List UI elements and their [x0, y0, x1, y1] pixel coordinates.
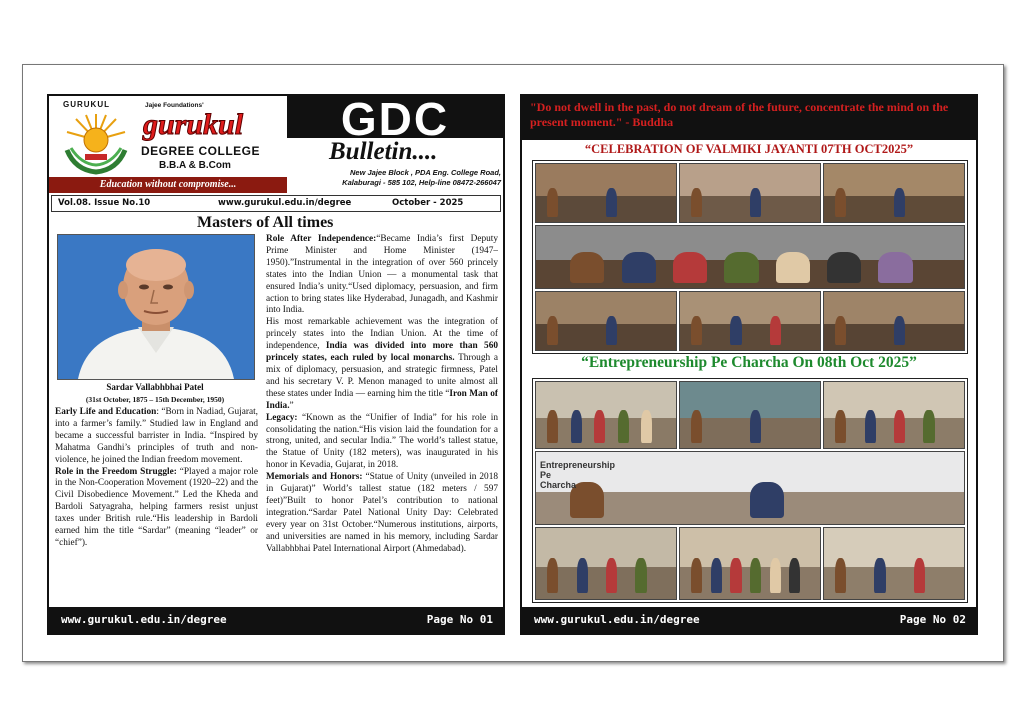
achievement-text-c: ” [289, 400, 294, 411]
photo-background [536, 528, 676, 567]
memorials-heading: Memorials and Honors: [266, 472, 363, 483]
courses-label: B.B.A & B.Com [159, 160, 231, 171]
page-headline: Masters of All times [197, 214, 334, 231]
photo-person [835, 188, 846, 217]
gdc-title: GDC [340, 94, 450, 145]
entrepreneurship-stage-photo [535, 451, 965, 525]
photo-person [730, 558, 741, 594]
photo-person [878, 252, 912, 283]
after-independence-paragraph [266, 234, 498, 317]
photo-person [835, 316, 846, 345]
memorials-text: “Statue of Unity (unveiled in 2018 in Gujarat)” World’s tallest statue (182 meters / 597 feet)”Built to honor Patel’s contribution to national integration.“Sardar Patel National Unity Day: Celebrated every year on 31st October.“Numerous institutions, airports, and universities are named in his memory, including Sardar Vallabhbhai Patel International Airport (Ahmedabad). [266, 472, 498, 554]
page-2-footer [522, 607, 976, 633]
college-address [295, 168, 501, 188]
photo-person [547, 558, 558, 594]
valmiki-photo-3 [823, 163, 965, 223]
photo-person [606, 188, 617, 217]
valmiki-photo-5 [679, 291, 821, 351]
issue-website: www.gurukul.edu.in/degree [218, 198, 352, 208]
entrepreneurship-title: “Entrepreneurship Pe Charcha On 08th Oct 2025” [581, 354, 917, 371]
early-life-paragraph [55, 407, 258, 467]
portrait-image [58, 235, 254, 379]
freedom-struggle-paragraph [55, 467, 258, 550]
valmiki-photo-2 [679, 163, 821, 223]
article-column-1 [55, 407, 258, 597]
college-emblem-icon [61, 110, 131, 176]
photo-person [730, 316, 741, 345]
bulletin-page-1 [47, 94, 505, 635]
tagline-bar: Education without compromise... [49, 177, 287, 193]
photo-person [914, 558, 925, 594]
degree-college-label: DEGREE COLLEGE [141, 144, 261, 158]
issue-info-bar [51, 195, 501, 212]
valmiki-group-photo [535, 225, 965, 289]
freedom-struggle-heading: Role in the Freedom Struggle: [55, 466, 177, 477]
achievement-paragraph [266, 317, 498, 412]
legacy-text: “Known as the “Unifier of India” for his role in consolidating the nation.“His vision laid the foundation for a strong, united, and secular India.” The world’s tallest statue, the Statue of Unity (182 meters), was inaugurated in his honor in Kevadia, Gujarat, in 2018. [266, 412, 498, 471]
freedom-struggle-text: “Played a major role in the Non-Cooperation Movement (1920–22) and the Civil Disobedience Movement.” Led the Kheda and Bardoli Satyagraha, helping farmers resist unjust taxes under British rule.“His leadership in Bardoli earned him the title “Sardar” (meaning “leader” or “chief”). [55, 466, 258, 548]
photo-person [641, 410, 652, 443]
entrepreneurship-photo-1 [535, 381, 677, 449]
iron-man-title: Iron Man of India. [266, 388, 498, 411]
photo-background [536, 164, 676, 196]
photo-person [691, 316, 702, 345]
photo-person [691, 410, 702, 443]
photo-background [536, 382, 676, 418]
valmiki-photo-4 [535, 291, 677, 351]
photo-person [724, 252, 758, 283]
photo-person [750, 482, 784, 518]
photo-person [776, 252, 810, 283]
photo-person [577, 558, 588, 594]
after-independence-text: “Became India’s first Deputy Prime Minister and Home Minister (1947–1950).”Instrumental in the integration of over 560 princely states into the Indian Union — a monumental task that ensured India’s unity.“Used diplomacy, persuasion, and firm action to bring states like Hyderabad, Junagadh, and Kashmir into India. [266, 234, 498, 316]
achievement-text-b: Through a mix of diplomacy, persuasion, and strategic firmness, Patel and his secretary V. P. Menon managed to unite almost all these states under India — earning him the title “ [266, 353, 498, 399]
foundation-label: Jajee Foundations' [145, 102, 204, 109]
entrepreneurship-photo-grid [532, 378, 968, 603]
valmiki-photo-1 [535, 163, 677, 223]
slide-text: Entrepreneurship Pe Charcha [540, 460, 616, 490]
entrepreneurship-photo-4 [535, 527, 677, 600]
footer-website-link[interactable]: www.gurukul.edu.in/degree [534, 613, 700, 626]
page-1-footer [49, 607, 503, 633]
entrepreneurship-photo-2 [679, 381, 821, 449]
photo-person [691, 188, 702, 217]
photo-background [824, 528, 964, 567]
entrepreneurship-photo-3 [823, 381, 965, 449]
college-logo-block [49, 96, 287, 194]
legacy-paragraph [266, 413, 498, 473]
photo-person [547, 188, 558, 217]
portrait-caption-dates: (31st October, 1875 – 15th December, 1950) [85, 395, 225, 404]
photo-person [711, 558, 722, 594]
photo-person [894, 188, 905, 217]
photo-person [770, 316, 781, 345]
article-column-2 [266, 234, 498, 598]
photo-person [691, 558, 702, 594]
photo-person [874, 558, 885, 594]
valmiki-jayanti-title: “CELEBRATION OF VALMIKI JAYANTI 07TH OCT2025” [584, 142, 914, 156]
photo-person [570, 252, 604, 283]
early-life-heading: Early Life and Education [55, 407, 157, 417]
photo-person [827, 252, 861, 283]
photo-person [789, 558, 800, 594]
photo-person [547, 316, 558, 345]
after-independence-heading: Role After Independence: [266, 234, 377, 244]
photo-person [571, 410, 582, 443]
photo-person [606, 558, 617, 594]
legacy-heading: Legacy: [266, 412, 298, 423]
gurukul-brand-logo: gurukul [143, 108, 244, 141]
photo-person [835, 558, 846, 594]
address-line-2: Kalaburagi - 585 102, Help-line 08472-266047 [342, 178, 501, 187]
valmiki-jayanti-photo-grid [532, 160, 968, 354]
footer-page-number: Page No 02 [899, 613, 966, 626]
photo-person [673, 252, 707, 283]
photo-person [894, 316, 905, 345]
footer-page-number: Page No 01 [426, 613, 493, 626]
photo-background [680, 164, 820, 196]
issue-date: October - 2025 [392, 198, 464, 208]
valmiki-photo-6 [823, 291, 965, 351]
photo-person [750, 410, 761, 443]
photo-person [635, 558, 646, 594]
photo-person [606, 316, 617, 345]
photo-person [594, 410, 605, 443]
photo-background [680, 528, 820, 567]
photo-background [824, 382, 964, 418]
photo-person [894, 410, 905, 443]
entrepreneurship-photo-5 [679, 527, 821, 600]
buddha-quote: "Do not dwell in the past, do not dream of the future, concentrate the mind on the present moment." - Buddha [522, 96, 976, 140]
photo-person [770, 558, 781, 594]
sardar-patel-portrait [57, 234, 255, 380]
achievement-bold: India was divided into more than 560 princely states, each ruled by local monarchs. [266, 341, 498, 364]
bulletin-page-2 [520, 94, 978, 635]
photo-person [750, 558, 761, 594]
memorials-paragraph [266, 472, 498, 555]
photo-person [622, 252, 656, 283]
photo-person [923, 410, 934, 443]
photo-person [750, 188, 761, 217]
volume-issue: Vol.08. Issue No.10 [58, 198, 151, 208]
photo-person [547, 410, 558, 443]
entrepreneurship-photo-6 [823, 527, 965, 600]
photo-background [680, 292, 820, 324]
portrait-caption-name: Sardar Vallabhbhai Patel [106, 382, 204, 392]
photo-background [824, 164, 964, 196]
bulletin-title: Bulletin.... [329, 138, 438, 165]
footer-website-link[interactable]: www.gurukul.edu.in/degree [61, 613, 227, 626]
photo-background [824, 292, 964, 324]
bulletin-title-block [287, 96, 503, 194]
photo-background [536, 292, 676, 324]
photo-person [865, 410, 876, 443]
photo-background [680, 382, 820, 418]
masthead [49, 96, 503, 194]
photo-person [618, 410, 629, 443]
address-line-1: New Jajee Block , PDA Eng. College Road, [349, 168, 501, 177]
gurukul-small-label: GURUKUL [63, 100, 110, 109]
achievement-text-a: His most remarkable achievement was the integration of princely states into the Indian Union. At the time of independence, [266, 317, 498, 352]
gdc-band [287, 94, 503, 145]
early-life-text: : “Born in Nadiad, Gujarat, into a farmer’s family.” Studied law in England and became a successful barrister in India. “Inspired by Mahatma Gandhi’s principles of truth and non-violence, he joined the Indian freedom movement. [55, 407, 258, 465]
photo-person [835, 410, 846, 443]
